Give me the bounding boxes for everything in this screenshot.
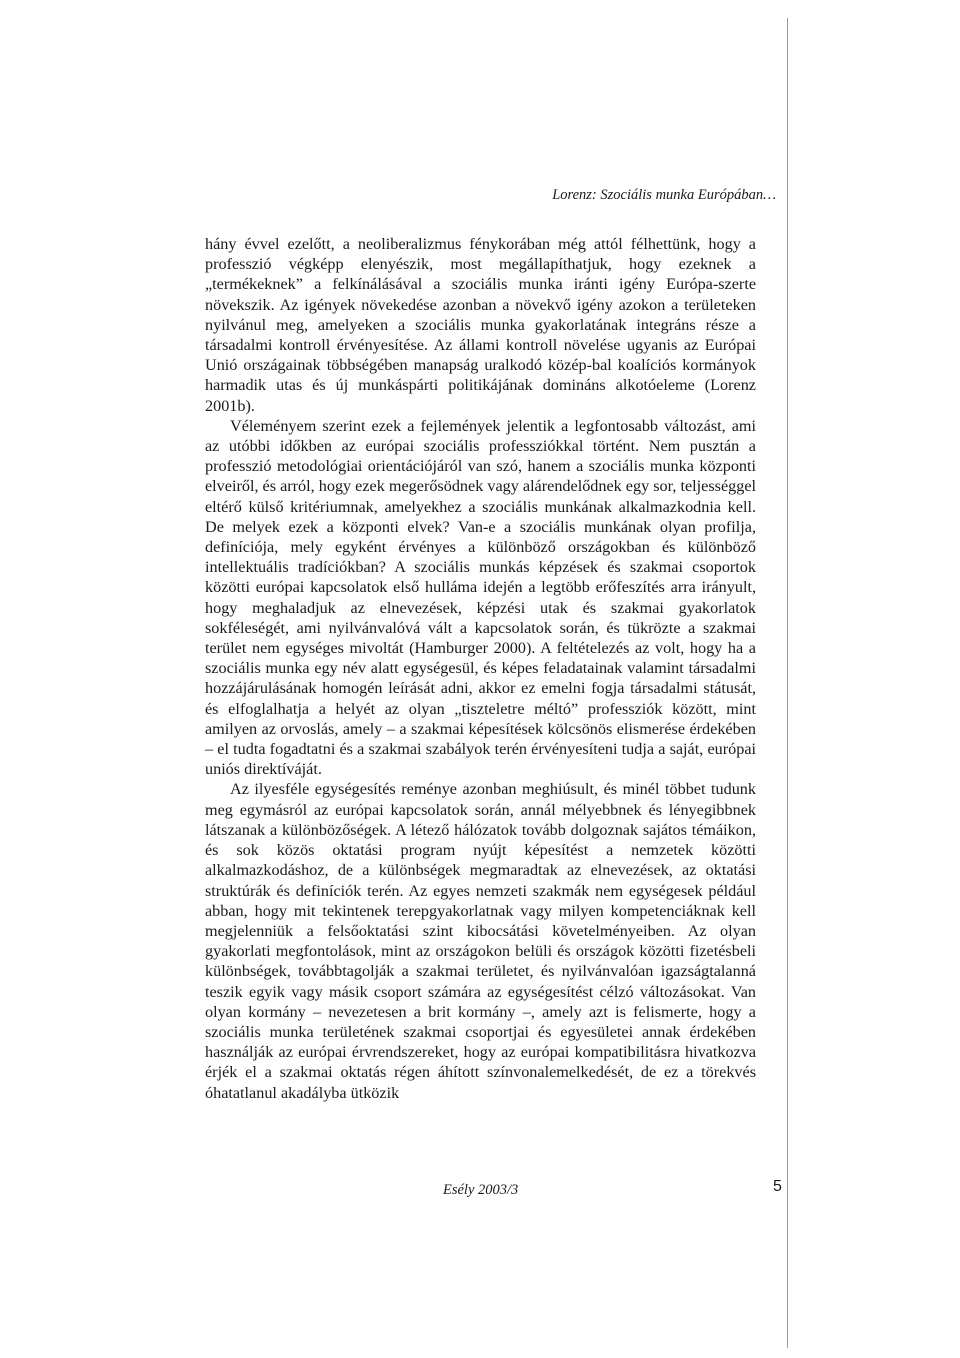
paragraph: Az ilyesféle egységesítés reménye azonban meghiúsult, és minél többet tudunk meg egymásról az európai kapcsolatok során, annál mélyebbnek és lényegibbnek látszanak a különbözőségek. A létező hálózatok tovább dolgoznak sajátos témáikon, és sok közös oktatási program nyújt képesítést a nemzetek közötti alkalmazkodáshoz, de a különbségek megmaradtak az elnevezések, az oktatási struktúrák és definíciók terén. Az egyes nemzeti szakmák nem egységesek például abban, hogy mit tekintenek terepgyakorlatnak vagy milyen kompetenciáknak kell megjelenniük a felsőoktatási szint kibocsátási követelményeiben. Az olyan gyakorlati megfontolások, mint az országokon belüli és országok közötti fizetésbeli különbségek, továbbtagolják a szakmai területet, és nyilvánvalóan igazságtalanná teszik egyik vagy másik csoport számára az egységesítést célzó változásokat. Van olyan kormány – nevezetesen a brit kormány –, amely azt is felismerte, hogy a szociális munka területének szakmai csoportjai és egyesületei annak érdekében használják az európai érvrendszereket, hogy az európai kompatibilitásra hivatkozva érjék el a szakmai oktatás régen áhított színvonalemelkedését, de ez a törekvés óhatatlanul akadályba ütközik [205, 780, 756, 1102]
paragraph-continuation: hány évvel ezelőtt, a neoliberalizmus fénykorában még attól félhettünk, hogy a professzió végképp elenyészik, most megállapíthatjuk, hogy ezeknek a „termékeknek” a felkínálásával a szociális munka iránti igény Európa-szerte növekszik. Az igények növekedése azonban a növekvő igény azokon a területeken nyilvánul meg, amelyeken a szociális munka gyakorlatának integráns része a társadalmi kontroll érvényesítése. Az állami kontroll növelése ugyanis az Európai Unió országainak többségében manapság uralkodó közép-bal koalíciós kormányok harmadik utas és új munkáspárti politikájának domináns alkotóeleme (Lorenz 2001b). [205, 235, 756, 415]
running-header: Lorenz: Szociális munka Európában… [552, 187, 776, 203]
margin-rule [787, 18, 788, 1348]
body-text [205, 234, 756, 1103]
page-number: 5 [773, 1178, 782, 1195]
footer-journal-issue: Esély 2003/3 [443, 1182, 519, 1198]
paragraph: Véleményem szerint ezek a fejlemények jelentik a legfontosabb változást, ami az utóbbi időkben az európai szociális professziókkal történt. Nem pusztán a professzió metodológiai orientációjáról van szó, hanem a szociális munka központi elveiről, és arról, hogy ezek megerősödnek vagy alárendelődnek egy sor, teljességgel eltérő külső kritériumnak, amelyekhez a szociális munkának alkalmazkodnia kell. De melyek ezek a központi elvek? Van-e a szociális munkának olyan profilja, definíciója, mely egyként érvényes a különböző országokban és különböző intellektuális tradíciókban? A szociális munkás képzések és szakmai csoportok közötti európai kapcsolatok első hulláma idején a legtöbb erőfeszítés arra irányult, hogy meghaladjuk az elnevezések, képzési utak és szakmai gyakorlatok sokféleségét, ami nyilvánvalóvá vált a kapcsolatok során, és tükrözte a szakmai terület nem egységes mivoltát (Hamburger 2000). A feltételezés az volt, hogy ha a szociális munka egy név alatt egységesül, és képes feladatainak valamint társadalmi hozzájárulásának homogén leírását adni, akkor ez emelni fogja társadalmi státusát, és elfoglalhatja a helyét az olyan „tiszteletre méltó” professziók között, mint amilyen az orvoslás, amely – a szakmai képesítések kölcsönös elismerése érdekében – el tudta fogadtatni és a szakmai szabályok terén érvényesíteni tudja a saját, európai uniós direktíváját. [205, 416, 756, 779]
